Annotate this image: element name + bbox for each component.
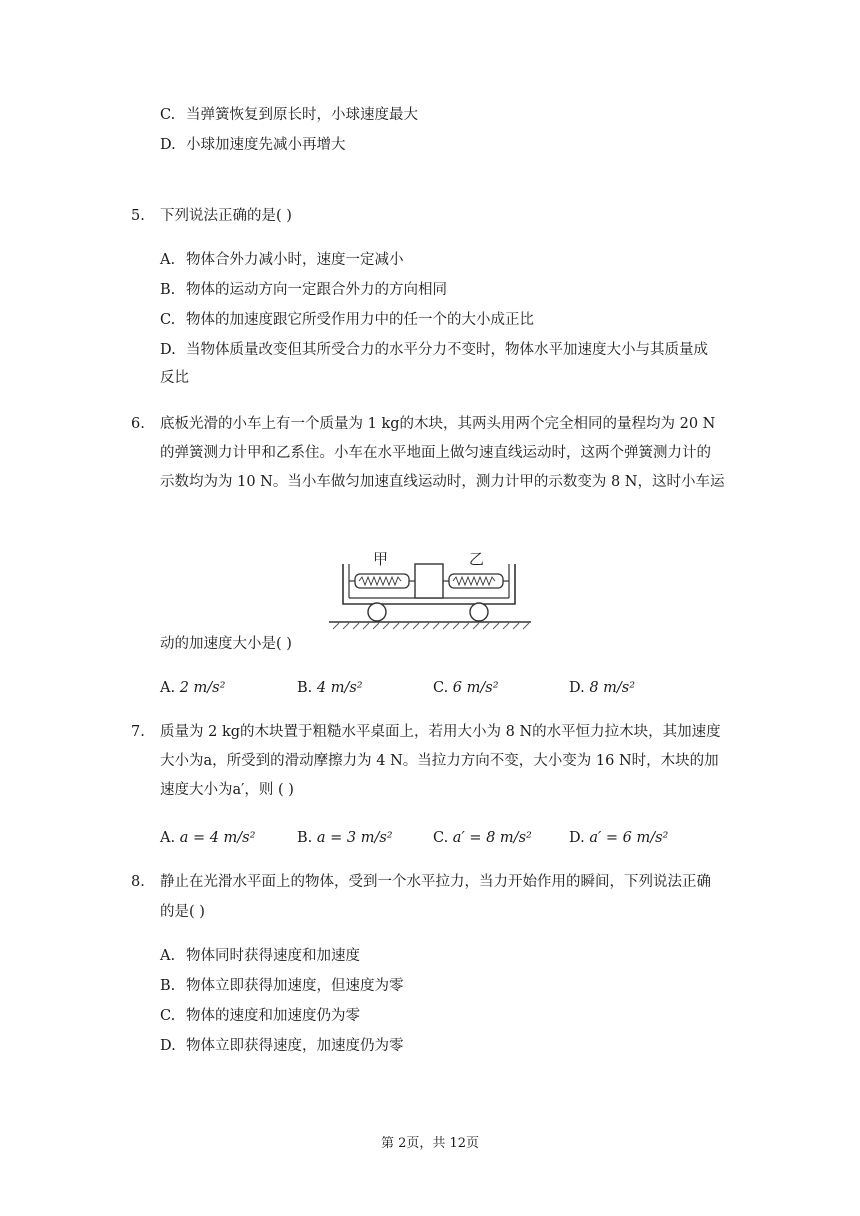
question-line: 示数均为为 10 N。当小车做匀加速直线运动时，测力计甲的示数变为 8 N，这时小车运 [160, 474, 725, 490]
spring-scale-left [349, 574, 415, 588]
question-number: 5. [131, 208, 145, 224]
option-b: B. 物体的运动方向一定跟合外力的方向相同 [160, 282, 447, 298]
option-d: D. a′ = 6 m/s² [569, 830, 669, 846]
question-line: 底板光滑的小车上有一个质量为 1 kg的木块，其两头用两个完全相同的量程均为 20 N [160, 416, 716, 432]
option-d-continuation: 反比 [160, 370, 189, 386]
option-b: B. a = 3 m/s² [297, 830, 393, 846]
wheel [470, 603, 488, 621]
question-line: 的弹簧测力计甲和乙系住。小车在水平地面上做匀速直线运动时，这两个弹簧测力计的 [160, 445, 711, 461]
question-line: 速度大小为a′，则 ( ) [160, 782, 294, 798]
option-a: A. 物体合外力减小时，速度一定减小 [160, 252, 404, 268]
question-line: 质量为 2 kg的木块置于粗糙水平桌面上，若用大小为 8 N的水平恒力拉木块，其加速度 [160, 724, 721, 740]
option-d: D. 小球加速度先减小再增大 [160, 137, 346, 153]
option-c: C. 物体的加速度跟它所受作用力中的任一个的大小成正比 [160, 312, 534, 328]
ground [329, 622, 531, 629]
option-c: C. 6 m/s² [433, 680, 499, 696]
question-stem: 下列说法正确的是( ) [160, 208, 292, 224]
option-c: C. 当弹簧恢复到原长时，小球速度最大 [160, 107, 418, 123]
option-d: D. 物体立即获得速度，加速度仍为零 [160, 1038, 404, 1054]
question-number: 7. [131, 724, 145, 740]
label-jia: 甲 [373, 550, 389, 568]
question-number: 8. [131, 874, 145, 890]
question-line: 大小为a，所受到的滑动摩擦力为 4 N。当拉力方向不变，大小变为 16 N时，木块的加 [160, 753, 719, 769]
page-footer: 第 2页，共 12页 [380, 1136, 480, 1151]
option-a: A. 物体同时获得速度和加速度 [160, 948, 360, 964]
question-line: 静止在光滑水平面上的物体，受到一个水平拉力，当力开始作用的瞬间，下列说法正确 [160, 874, 711, 890]
label-yi: 乙 [469, 550, 485, 568]
question-line: 的是( ) [160, 904, 205, 920]
option-a: A. a = 4 m/s² [160, 830, 256, 846]
option-c: C. 物体的速度和加速度仍为零 [160, 1008, 360, 1024]
option-d: D. 8 m/s² [569, 680, 636, 696]
cart-diagram [325, 546, 535, 630]
option-a: A. 2 m/s² [160, 680, 226, 696]
question-line: 动的加速度大小是( ) [160, 636, 292, 652]
wheel [368, 603, 386, 621]
option-b: B. 物体立即获得加速度，但速度为零 [160, 978, 404, 994]
option-d: D. 当物体质量改变但其所受合力的水平分力不变时，物体水平加速度大小与其质量成 [160, 342, 708, 358]
wooden-block [415, 564, 443, 598]
option-b: B. 4 m/s² [297, 680, 363, 696]
question-number: 6. [131, 416, 145, 432]
option-c: C. a′ = 8 m/s² [433, 830, 532, 846]
spring-scale-right [443, 574, 509, 588]
